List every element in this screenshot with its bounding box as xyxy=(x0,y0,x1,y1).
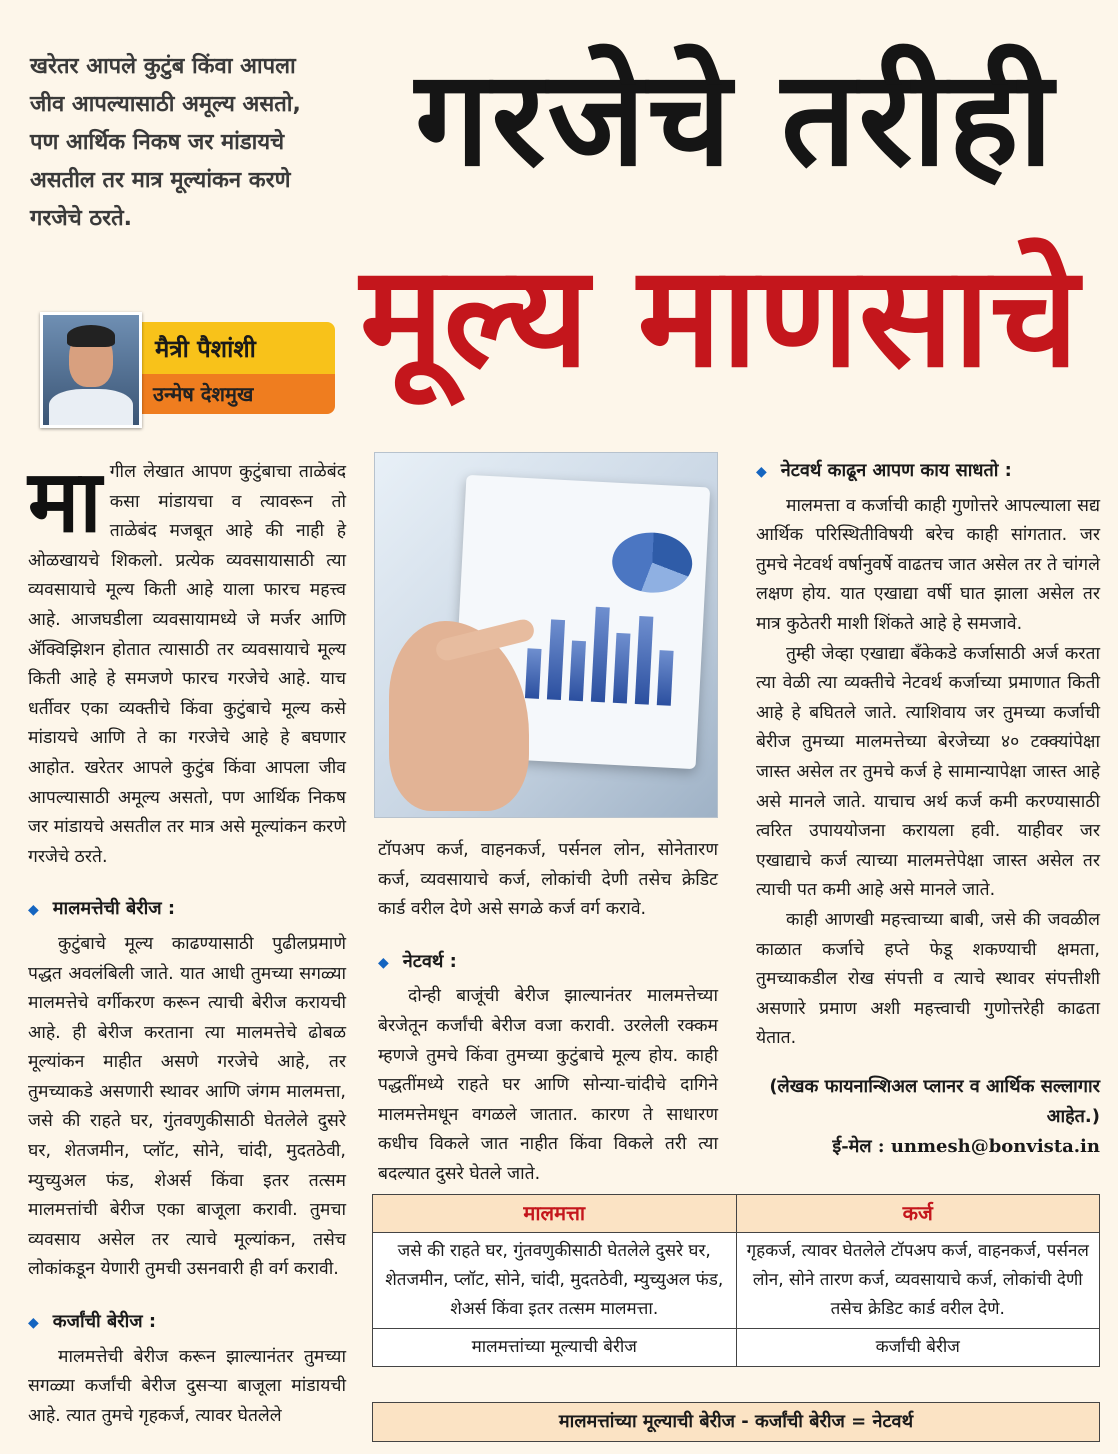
networth-formula: मालमत्तांच्या मूल्याची बेरीज - कर्जांची बेरीज = नेटवर्थ xyxy=(372,1402,1100,1442)
table-cell-assets-sum: मालमत्तांच्या मूल्याची बेरीज xyxy=(373,1329,737,1367)
paragraph: मालमत्तेची बेरीज करून झाल्यानंतर तुमच्या सगळ्या कर्जांची बेरीज दुसऱ्या बाजूला मांडायची आहे. त्यात तुमचे गृहकर्ज, त्यावर घेतलेले xyxy=(28,1346,346,1426)
paragraph: गील लेखात आपण कुटुंबाचा ताळेबंद कसा मांडायचा व त्यावरून तो ताळेबंद मजबूत आहे की नाही हे ओळखायचे शिकलो. प्रत्येक व्यवसायासाठी त्या व्यवसायाचे मूल्य किती आहे याला फारच महत्त्व आहे. आजघडीला व्यवसायामध्ये जे मर्जर आणि ॲक्विझिशन होतात त्यासाठी तर व्यवसायाचे मूल्य किती आहे हे समजणे फारच गरजेचे आहे. याच धर्तीवर एका व्यक्तीचे किंवा कुटुंबाचे मूल्य कसे मांडायचे आणि ते का गरजेचे आहे हे बघणार आहोत. खरेतर आपले कुटुंब किंवा आपला जीव आपल्यासाठी अमूल्य असतो, पण आर्थिक निकष जर मांडायचे असतील तर मात्र असे मूल्यांकन करणे गरजेचे ठरते. xyxy=(28,462,346,867)
diamond-bullet-icon: ◆ xyxy=(28,902,39,919)
headline-line2: मूल्य माणसाचे xyxy=(360,236,1079,399)
author-name: उन्मेष देशमुख xyxy=(153,382,254,406)
intro-text: खरेतर आपले कुटुंब किंवा आपला जीव आपल्यासाठी अमूल्य असतो, पण आर्थिक निकष जर मांडायचे असतील तर मात्र मूल्यांकन करणे गरजेचे ठरते. xyxy=(30,54,301,231)
section-heading: ◆ कर्जांची बेरीज : xyxy=(28,1311,157,1333)
section-heading: ◆ मालमत्तेची बेरीज : xyxy=(28,898,176,920)
table-cell-loans: गृहकर्ज, त्यावर घेतलेले टॉपअप कर्ज, वाहनकर्ज, पर्सनल लोन, सोने तारण कर्ज, व्यवसायाचे कर्ज, लोकांची देणी तसेच क्रेडिट कार्ड वरील देणे. xyxy=(736,1233,1100,1329)
section-heading: ◆ नेटवर्थ : xyxy=(378,950,457,972)
paragraph: कुटुंबाचे मूल्य काढण्यासाठी पुढीलप्रमाणे पद्धत अवलंबिली जाते. यात आधी तुमच्या सगळ्या मालमत्तेचे वर्गीकरण करून त्याची बेरीज करायची आहे. ही बेरीज करताना त्या मालमत्तेचे ढोबळ मूल्यांकन माहीत असणे गरजेचे आहे, तर तुमच्याकडे असणारी स्थावर आणि जंगम मालमत्ता, जसे की राहते घर, गुंतवणुकीसाठी घेतलेले दुसरे घर, शेतजमीन, प्लॉट, सोने, चांदी, मुदतठेवी, म्युच्युअल फंड, शेअर्स किंवा इतर तत्सम मालमत्तांची बेरीज एका बाजूला करावी. तुमचा व्यवसाय असेल तर त्याचे मूल्यांकन, तसेच लोकांकडून येणारी तुमची उसनवारी ही वर्ग करावी. xyxy=(28,933,346,1280)
author-email: ई-मेल : unmesh@bonvista.in xyxy=(832,1135,1100,1157)
article-photo-chart-tablet xyxy=(374,452,718,818)
diamond-bullet-icon: ◆ xyxy=(28,1315,39,1332)
table-cell-loans-sum: कर्जांची बेरीज xyxy=(736,1329,1100,1367)
diamond-bullet-icon: ◆ xyxy=(756,464,767,480)
table-header-loans: कर्ज xyxy=(736,1195,1100,1233)
paragraph: दोन्ही बाजूंची बेरीज झाल्यानंतर मालमत्तेच्या बेरजेतून कर्जांची बेरीज वजा करावी. उरलेली रक्कम म्हणजे तुमचे किंवा तुमच्या कुटुंबाचे मूल्य होय. काही पद्धतींमध्ये राहते घर आणि सोन्या-चांदीचे दागिने मालमत्तेमधून वगळले जातात. कारण ते साधारण कधीच विकले जात नाहीत किंवा विकले तरी त्या बदल्यात दुसरे घेतले जाते. xyxy=(378,986,718,1184)
paragraph: टॉपअप कर्ज, वाहनकर्ज, पर्सनल लोन, सोनेतारण कर्ज, व्यवसायाचे कर्ज, लोकांची देणी तसेच क्रेडिट कार्ड वरील देणे असे सगळे कर्ज वर्ग करावे. xyxy=(378,840,718,920)
drop-cap: मा xyxy=(28,452,102,552)
author-credit: (लेखक फायनान्शिअल प्लानर व आर्थिक सल्लागार आहेत.) xyxy=(769,1075,1100,1127)
author-photo xyxy=(40,312,142,428)
section-heading: ◆ नेटवर्थ काढून आपण काय साधतो : xyxy=(756,460,1012,481)
headline-line1: गरजेचे तरीही xyxy=(415,42,1055,196)
table-header-assets: मालमत्ता xyxy=(373,1195,737,1233)
byline-box xyxy=(30,312,335,416)
paragraph: तुम्ही जेव्हा एखाद्या बँकेकडे कर्जासाठी अर्ज करता त्या वेळी त्या व्यक्तीचे नेटवर्थ कर्जाच्या प्रमाणात किती आहे हे बघितले जाते. त्याशिवाय जर तुमच्या कर्जाची बेरीज तुमच्या मालमत्तेच्या बेरजेच्या ४० टक्क्यांपेक्षा जास्त असेल तर तुमचे कर्ज हे सामान्यापेक्षा जास्त आहे असे मानले जाते. याचाच अर्थ कर्ज कमी करण्यासाठी त्वरित उपाययोजना करायला हवी. याहीवर जर एखाद्याचे कर्ज त्याच्या मालमत्तेपेक्षा जास्त असेल तर त्याची पत कमी आहे असे मानले जाते. xyxy=(756,643,1100,901)
article-column-2 xyxy=(378,836,718,1190)
article-column-3 xyxy=(756,456,1100,1162)
paragraph: मालमत्ता व कर्जाची काही गुणोत्तरे आपल्याला सद्य आर्थिक परिस्थितीविषयी बरेच काही सांगतात. जर तुमचे नेटवर्थ वर्षानुवर्षे वाढतच जात असेल तर ते चांगले लक्षण होय. यात एखाद्या वर्षी घात झाला असेल तर मात्र कुठेतरी माशी शिंकते आहे हे समजावे. xyxy=(756,495,1100,634)
paragraph: काही आणखी महत्त्वाच्या बाबी, जसे की जवळील काळात कर्जाचे हप्ते फेडू शकण्याची क्षमता, तुमच्याकडील रोख संपत्ती व त्याचे स्थावर संपत्तीशी असणारे प्रमाण अशी महत्त्वाची गुणोत्तरेही काढता येतात. xyxy=(756,909,1100,1049)
table-cell-assets: जसे की राहते घर, गुंतवणुकीसाठी घेतलेले दुसरे घर, शेतजमीन, प्लॉट, सोने, चांदी, मुदतठेवी, म्युच्युअल फंड, शेअर्स किंवा इतर तत्सम मालमत्ता. xyxy=(373,1233,737,1329)
column-name: मैत्री पैशांशी xyxy=(155,335,256,363)
article-column-1 xyxy=(28,452,346,1431)
networth-table xyxy=(372,1194,1100,1367)
diamond-bullet-icon: ◆ xyxy=(378,954,389,971)
